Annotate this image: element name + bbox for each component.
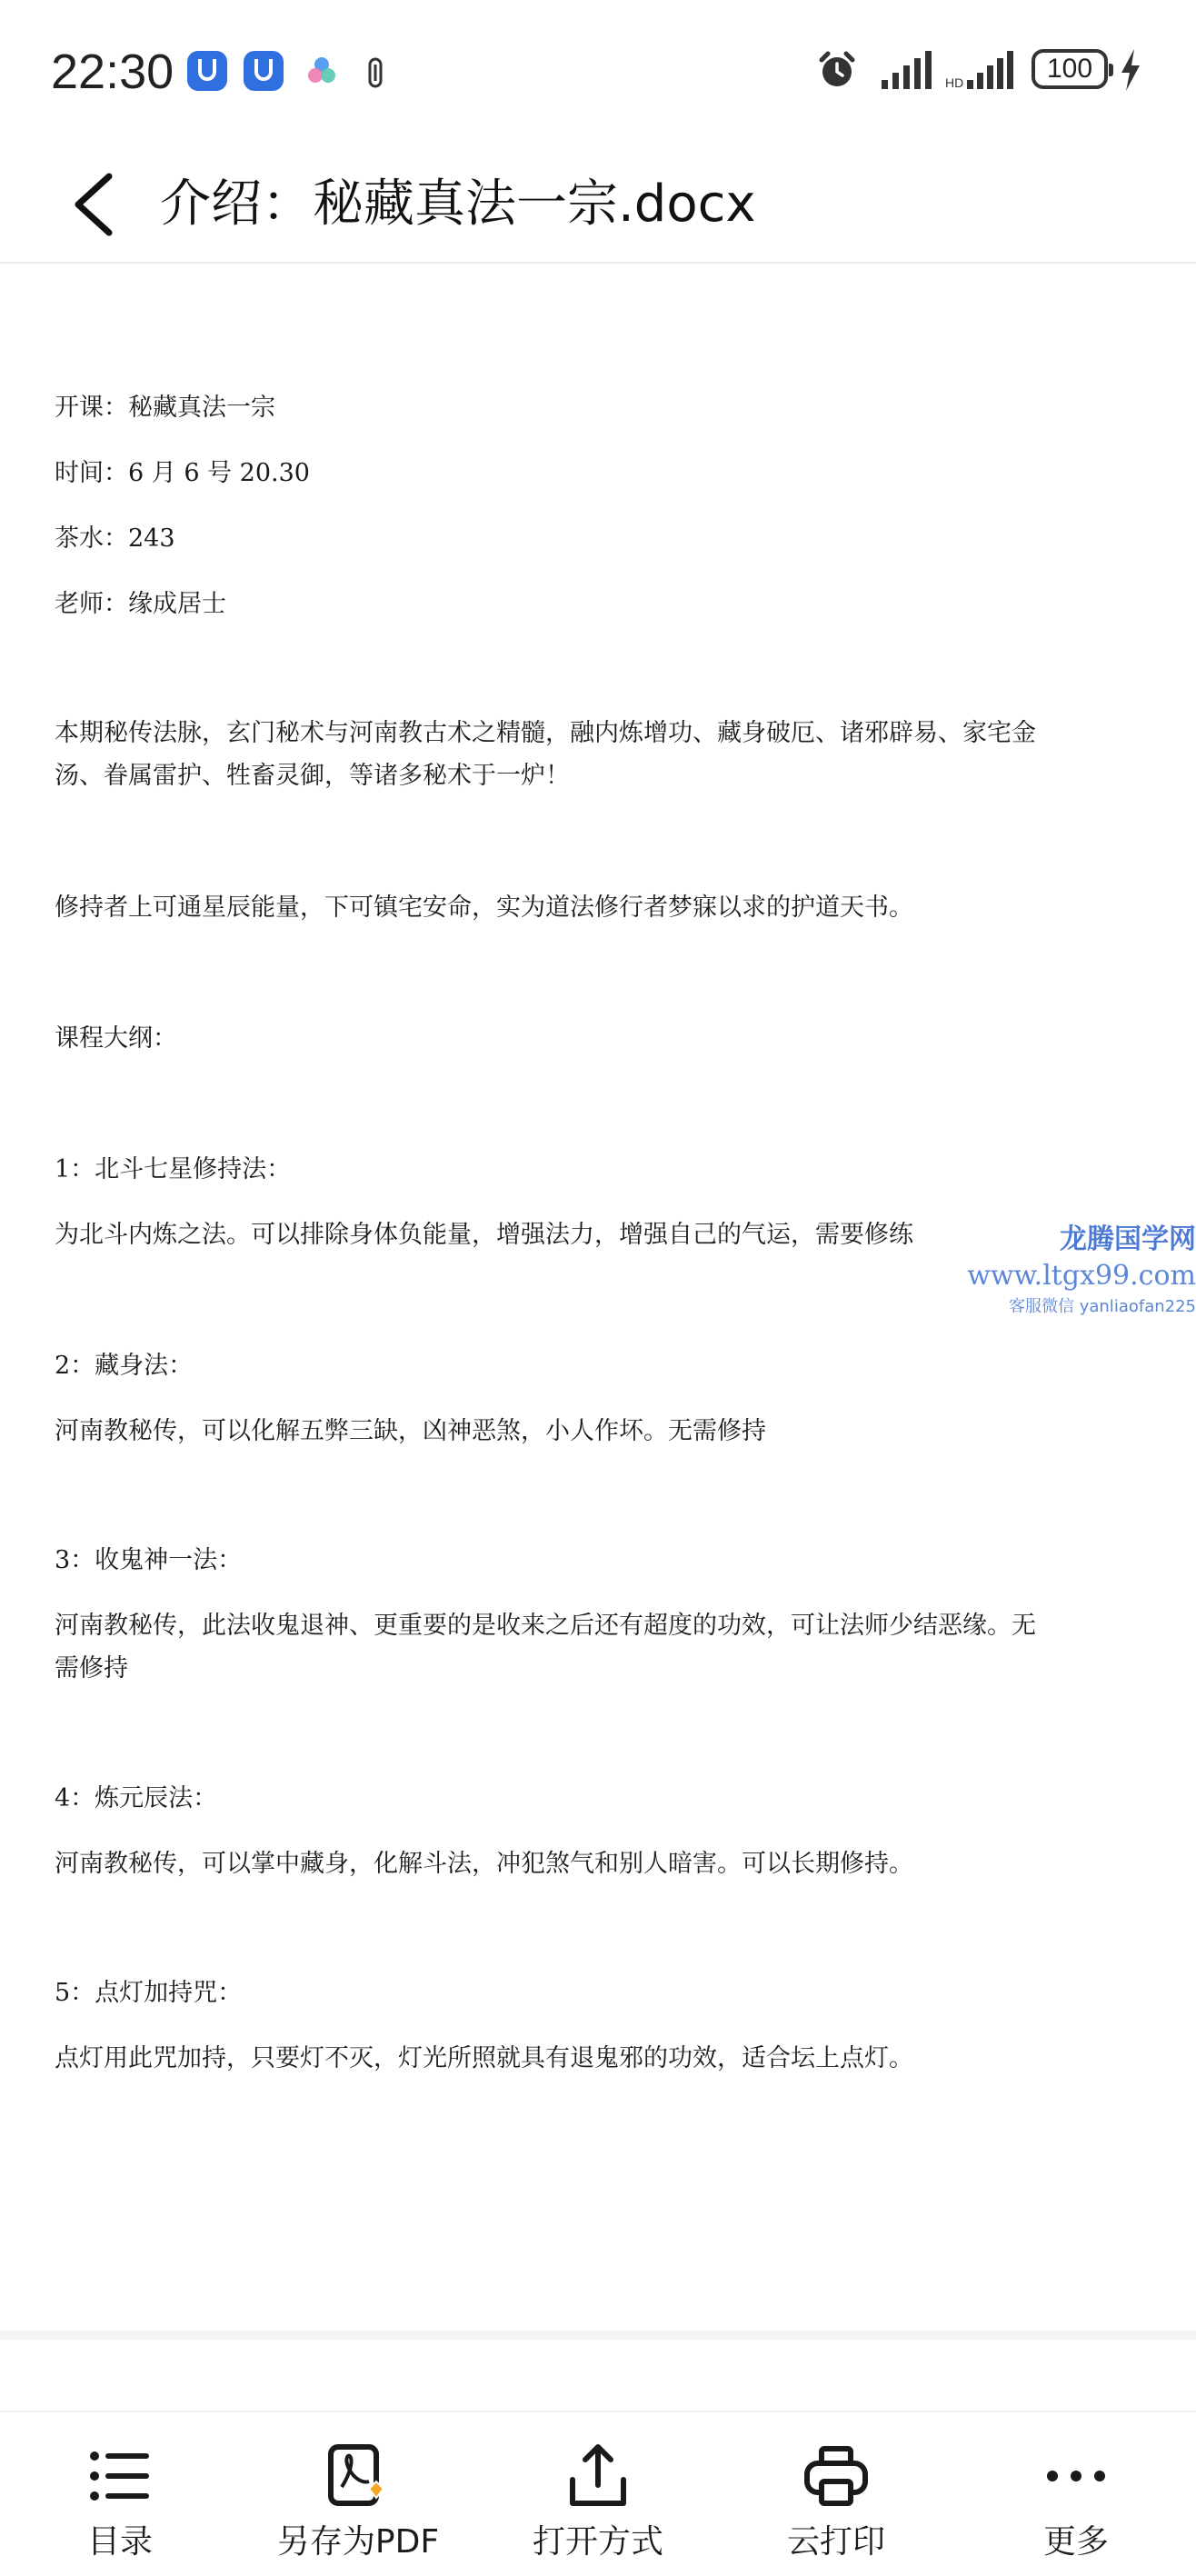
course-teacher: 老师：缘成居士 <box>55 590 226 618</box>
more-icon <box>1040 2440 1112 2512</box>
outline-item-desc: 河南教秘传，此法收鬼退神、更重要的是收来之后还有超度的功效，可让法师少结恶缘。无 <box>55 1612 1036 1640</box>
intro-paragraph-line: 本期秘传法脉，玄门秘术与河南教古术之精髓，融内炼增功、藏身破厄、诸邪辟易、家宅金 <box>55 719 1036 747</box>
more-label: 更多 <box>1042 2523 1109 2561</box>
signal-icon <box>945 51 1018 91</box>
open-with-label: 打开方式 <box>532 2523 663 2561</box>
signal-icon <box>880 51 932 91</box>
app-header <box>0 145 1196 264</box>
app-icon <box>244 51 284 91</box>
toc-label: 目录 <box>86 2523 153 2561</box>
chevron-left-icon[interactable] <box>64 164 136 245</box>
battery-icon: 100 <box>1032 49 1108 89</box>
outline-item-desc: 点灯用此咒加持，只要灯不灭，灯光所照就具有退鬼邪的功效，适合坛上点灯。 <box>55 2044 913 2072</box>
watermark <box>963 1222 1196 1320</box>
bottom-toolbar <box>0 2411 1196 2576</box>
charging-icon <box>1118 47 1143 93</box>
toc-button[interactable] <box>20 2412 220 2576</box>
cloud-print-label: 云打印 <box>786 2523 885 2561</box>
outline-item-title: 4：炼元辰法： <box>55 1784 218 1812</box>
open-with-button[interactable] <box>498 2412 698 2576</box>
outline-item-title: 1：北斗七星修持法： <box>55 1155 292 1183</box>
list-icon <box>84 2440 156 2512</box>
save-as-pdf-label: 另存为PDF <box>276 2523 440 2561</box>
cluster-app-icon <box>304 53 340 89</box>
alarm-icon <box>814 47 860 93</box>
printer-icon <box>800 2440 872 2512</box>
pdf-icon <box>322 2440 394 2512</box>
more-button[interactable] <box>976 2412 1176 2576</box>
outline-title: 课程大纲： <box>55 1024 177 1053</box>
watermark-url: www.ltgx99.com <box>967 1260 1196 1292</box>
course-name: 开课：秘藏真法一宗 <box>55 394 275 422</box>
watermark-contact: 客服微信 yanliaofan225 <box>1009 1297 1196 1316</box>
status-time: 22:30 <box>51 45 174 99</box>
course-fee: 茶水：243 <box>55 524 175 553</box>
nfc-icon <box>365 56 385 89</box>
outline-item-title: 2：藏身法： <box>55 1352 194 1380</box>
svg-text:HD: HD <box>945 75 964 90</box>
outline-item-desc: 需修持 <box>55 1654 128 1682</box>
share-icon <box>562 2440 634 2512</box>
intro-paragraph-line: 汤、眷属雷护、牲畜灵御，等诸多秘术于一炉！ <box>55 762 570 790</box>
outline-item-desc: 河南教秘传，可以掌中藏身，化解斗法，冲犯煞气和别人暗害。可以长期修持。 <box>55 1850 913 1878</box>
document-page-end <box>0 2331 1196 2340</box>
document-title: 介绍：秘藏真法一宗.docx <box>160 175 756 234</box>
outline-item-title: 3：收鬼神一法： <box>55 1546 243 1574</box>
intro-paragraph-2: 修持者上可通星辰能量，下可镇宅安命，实为道法修行者梦寐以求的护道天书。 <box>55 894 913 922</box>
cloud-print-button[interactable] <box>736 2412 936 2576</box>
save-as-pdf-button[interactable] <box>258 2412 458 2576</box>
watermark-name: 龙腾国学网 <box>1060 1223 1196 1255</box>
app-icon <box>187 51 227 91</box>
course-time: 时间：6 月 6 号 20.30 <box>55 459 310 487</box>
outline-item-title: 5：点灯加持咒： <box>55 1979 243 2007</box>
outline-item-desc: 河南教秘传，可以化解五弊三缺，凶神恶煞，小人作坏。无需修持 <box>55 1417 766 1445</box>
status-bar <box>0 0 1196 145</box>
outline-item-desc: 为北斗内炼之法。可以排除身体负能量，增强法力，增强自己的气运，需要修练 <box>55 1221 913 1249</box>
